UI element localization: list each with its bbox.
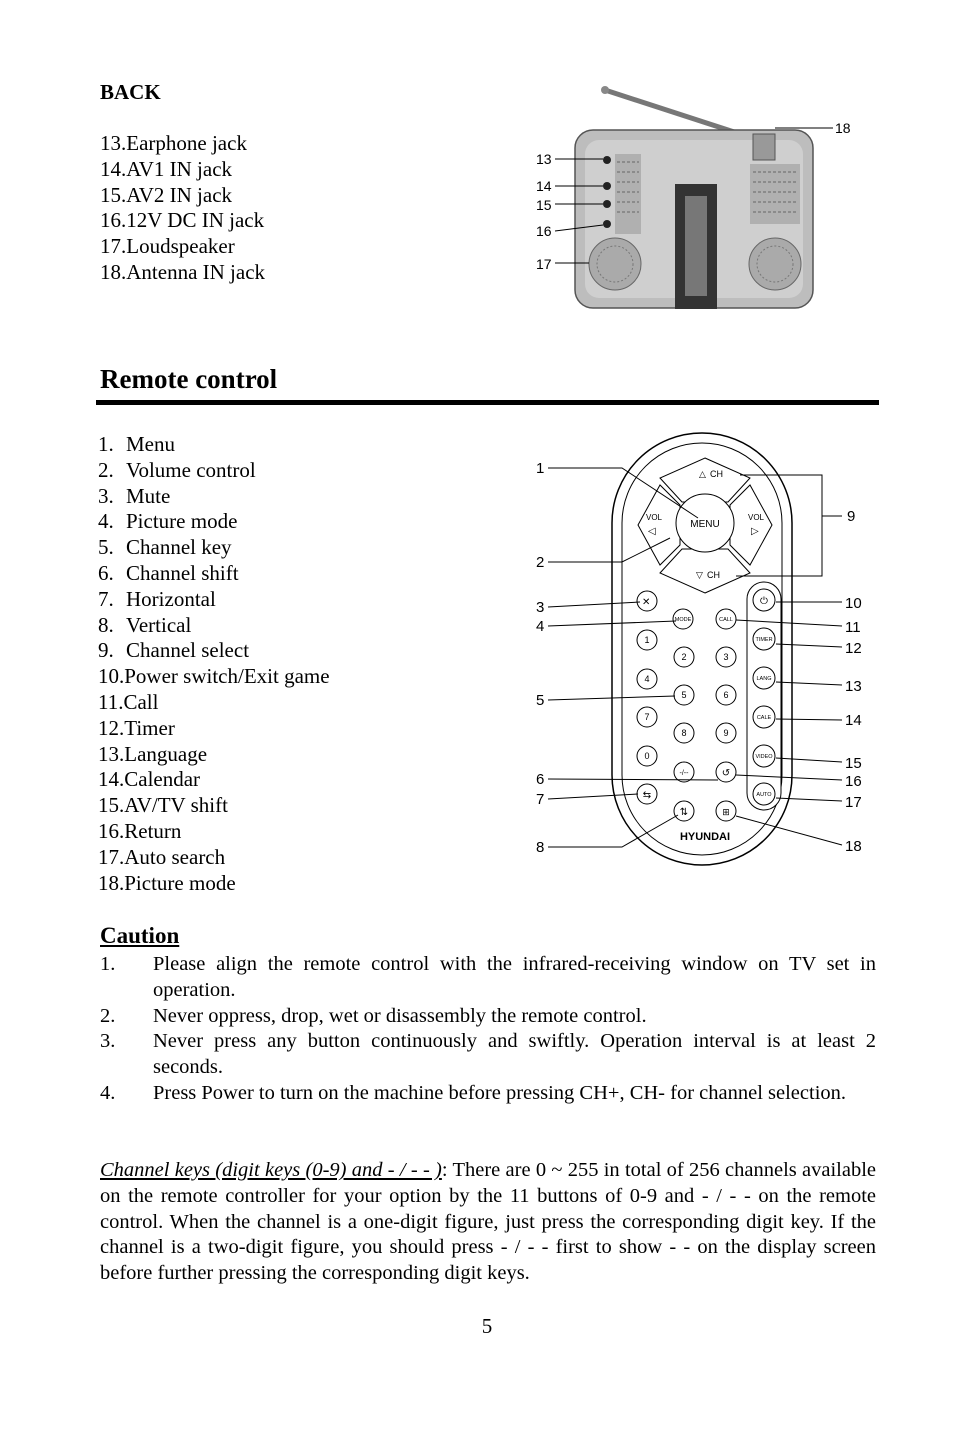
digit-9: 9: [723, 728, 729, 738]
remote-diagram: [530, 430, 875, 870]
list-item: 18.Antenna IN jack: [100, 259, 266, 284]
digit-1: 1: [644, 635, 650, 645]
ch-down-label: CH: [707, 570, 720, 580]
lang-label: LANG: [756, 676, 772, 682]
list-item: 16.Return: [98, 818, 182, 843]
brand-logo: HYUNDAI: [679, 831, 731, 843]
callout-13: 13: [845, 678, 862, 695]
callout-15: 15: [845, 755, 862, 772]
vent-grille-left: [615, 154, 641, 234]
list-item: 15.AV2 IN jack: [100, 182, 233, 207]
return-icon: ↺: [721, 768, 731, 779]
callout-13: 13: [536, 151, 552, 167]
av1-jack: [603, 182, 611, 190]
callout-18: 18: [835, 120, 851, 136]
callout-7: 7: [536, 791, 545, 808]
list-item: 4. Picture mode: [98, 509, 238, 534]
tv-back-photo: [525, 84, 865, 319]
list-item: 8. Vertical: [98, 612, 192, 637]
callout-8: 8: [536, 839, 545, 856]
list-item: 6. Channel shift: [98, 560, 239, 585]
remote-parts-list: [98, 432, 330, 896]
video-label: VIDEO: [755, 754, 773, 760]
list-item: 10.Power switch/Exit game: [98, 664, 330, 689]
digit-4: 4: [644, 674, 650, 684]
list-item: 3. Never press any button continuously and swiftly. Operation interval is at least 2 seconds.: [100, 1030, 876, 1079]
list-item: 16.12V DC IN jack: [100, 208, 265, 233]
callout-17: 17: [845, 794, 862, 811]
auto-label: AUTO: [756, 792, 772, 798]
channel-keys-paragraph: [100, 1158, 876, 1287]
callout-15: 15: [536, 197, 552, 213]
mute-icon: ✕: [642, 597, 651, 608]
callout-16: 16: [845, 773, 862, 790]
back-parts-list: [100, 131, 265, 286]
list-item: 13.Earphone jack: [100, 131, 247, 155]
heading-rule: [96, 400, 879, 405]
list-item: 13.Language: [98, 741, 208, 766]
channel-keys-text: : There are 0 ~ 255 in total of 256 channels available on the remote controller for your option by the 11 buttons of 0-9 and - / - - on the remote control. When the channel is a one-digit figure, just press the corresponding digit key. If the channel is a two-digit figure, you should press - / - - first to show - - on the display screen before further pressing the corresponding digit keys.: [100, 1159, 876, 1285]
menu-label: MENU: [690, 519, 720, 530]
down-arrow-icon: ▽: [696, 570, 703, 580]
left-arrow-icon: ◁: [648, 526, 656, 537]
horizontal-arrows-icon: ⇆: [642, 790, 652, 801]
back-title: BACK: [100, 80, 161, 104]
channel-keys-lead: Channel keys (digit keys (0-9) and - / - - ): [100, 1159, 442, 1181]
digit-8: 8: [681, 728, 687, 738]
timer-label: TIMER: [755, 637, 773, 643]
list-item: 4. Press Power to turn on the machine before pressing CH+, CH- for channel selection.: [100, 1081, 847, 1104]
av2-jack: [603, 200, 611, 208]
digit-0: 0: [644, 751, 650, 761]
list-item: 14.AV1 IN jack: [100, 156, 233, 181]
digit-6: 6: [723, 690, 729, 700]
list-item: 17.Loudspeaker: [100, 234, 235, 259]
vertical-arrows-icon: ⇅: [679, 807, 689, 818]
callout-17: 17: [536, 256, 552, 272]
list-item: 2. Never oppress, drop, wet or disassembly the remote control.: [100, 1004, 647, 1027]
vent-grille-right: [750, 164, 800, 224]
list-item: 3. Mute: [98, 483, 171, 508]
cale-label: CALE: [756, 715, 772, 721]
list-item: 9. Channel select: [98, 638, 250, 663]
dash-key-label: -/--: [679, 770, 689, 777]
callout-6: 6: [536, 771, 545, 788]
page-number: 5: [481, 1314, 493, 1338]
callout-14: 14: [845, 712, 862, 729]
digit-5: 5: [681, 690, 687, 700]
call-label: CALL: [719, 617, 733, 623]
ch-up-label: CH: [710, 469, 723, 479]
digit-7: 7: [644, 712, 650, 722]
mode-label: MODE: [674, 617, 692, 623]
antenna-mount: [753, 134, 775, 160]
list-item: 14.Calendar: [98, 767, 201, 792]
callout-10: 10: [845, 595, 862, 612]
caution-heading: Caution: [100, 923, 180, 948]
caution-list: [100, 952, 876, 1107]
list-item: 1. Please align the remote control with the infrared-receiving window on TV set in operation.: [100, 953, 876, 1001]
list-item: 5. Channel key: [98, 535, 232, 560]
callout-11: 11: [845, 619, 861, 636]
callout-9: 9: [847, 508, 856, 525]
callout-1: 1: [536, 460, 545, 477]
tv-stand-slot: [685, 196, 707, 296]
earphone-jack: [603, 156, 611, 164]
callout-2: 2: [536, 554, 545, 571]
list-item: 12.Timer: [98, 715, 175, 740]
list-item: 2. Volume control: [98, 457, 256, 482]
list-item: 1. Menu: [98, 432, 175, 456]
up-arrow-icon: △: [699, 469, 706, 479]
callout-14: 14: [536, 178, 552, 194]
list-item: 18.Picture mode: [98, 870, 236, 895]
callout-5: 5: [536, 692, 545, 709]
picture-icon: ⊞: [722, 807, 730, 817]
list-item: 7. Horizontal: [98, 586, 216, 611]
callout-18: 18: [845, 838, 862, 855]
list-item: 17.Auto search: [98, 844, 226, 869]
callout-12: 12: [845, 640, 862, 657]
section-heading-remote: Remote control: [100, 364, 278, 394]
power-icon: ⏻: [760, 596, 768, 607]
callout-4: 4: [536, 618, 545, 635]
callout-3: 3: [536, 599, 545, 616]
list-item: 11.Call: [98, 689, 159, 714]
callout-16: 16: [536, 223, 552, 239]
antenna-tip: [601, 86, 609, 94]
vol-left-label: VOL: [646, 513, 663, 522]
digit-3: 3: [723, 652, 729, 662]
vol-right-label: VOL: [748, 513, 765, 522]
list-item: 15.AV/TV shift: [98, 793, 228, 818]
right-arrow-icon: ▷: [751, 526, 759, 537]
digit-2: 2: [681, 652, 687, 662]
dc-in-jack: [603, 220, 611, 228]
